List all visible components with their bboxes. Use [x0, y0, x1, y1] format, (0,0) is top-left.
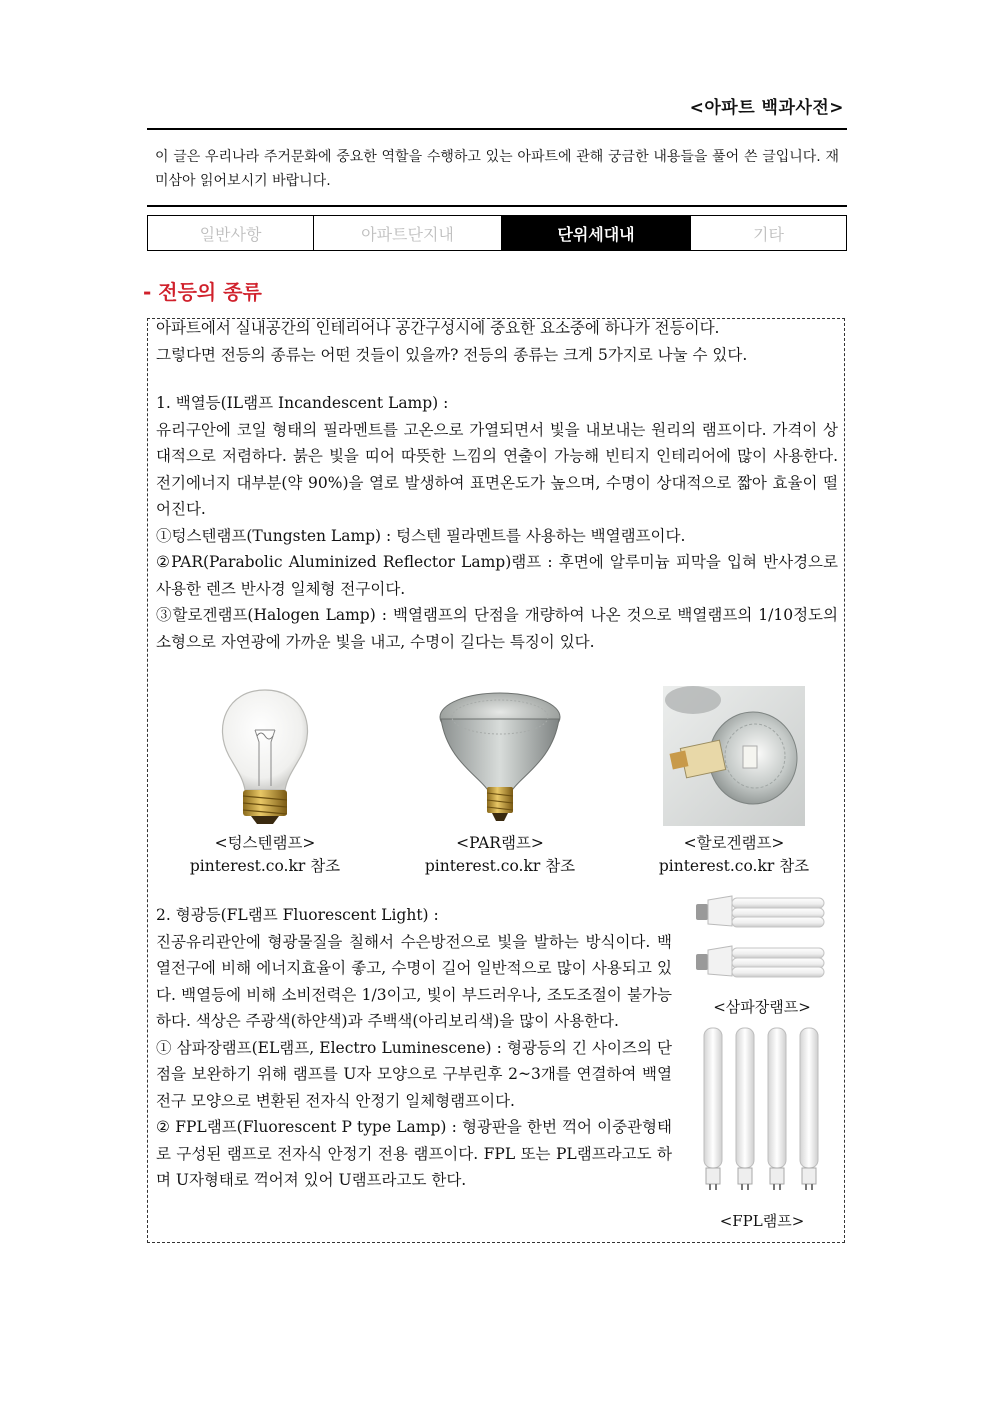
incandescent-title: 1. 백열등(IL램프 Incandescent Lamp) : [156, 394, 449, 412]
tab-general[interactable]: 일반사항 [148, 216, 314, 250]
tungsten-caption [165, 832, 365, 878]
halogen-lamp-image [663, 686, 805, 826]
halogen-item: ③할로겐램프(Halogen Lamp) : 백열램프의 단점을 개량하여 나온 것으로 백열램프의 1/10정도의 소형으로 자연광에 가까운 빛을 내고, 수명이 길다는 특징이 있다. [156, 606, 838, 651]
category-tabs [147, 215, 847, 251]
par-item: ②PAR(Parabolic Aluminized Reflector Lamp)램프 : 후면에 알루미늄 피막을 입혀 반사경으로 사용한 렌즈 반사경 일체형 전구이다. [156, 553, 838, 598]
fpl-lamp-item: ② FPL램프(Fluorescent P type Lamp) : 형광판을 한번 꺽어 이중관형태로 구성된 램프로 전자식 안정기 전용 램프이다. FPL 또는 PL램프라고도 하며 U자형태로 꺽어져 있어 U램프라고도 한다. [156, 1118, 672, 1189]
document-title: <아파트 백과사전> [689, 98, 844, 118]
photo-label: <텅스텐램프> [214, 834, 316, 852]
tungsten-item: ①텅스텐램프(Tungsten Lamp) : 텅스텐 필라멘트를 사용하는 백열램프이다. [156, 526, 686, 545]
tab-unit-interior[interactable]: 단위세대내 [502, 216, 691, 250]
incandescent-desc: 유리구안에 코일 형태의 필라멘트를 고온으로 가열되면서 빛을 내보내는 원리의 램프이다. 가격이 상대적으로 저렴하다. 붉은 빛을 띠어 따뜻한 느낌의 연출이 가능해 빈티지 인테리어에 많이 사용한다. 전기에너지 대부분(약 90%)을 열로 발생하여 표면온도가 높으며, 수명이 상대적으로 짧아 효율이 떨어진다. [156, 420, 838, 518]
cfl-caption: <삼파장램프> [713, 998, 811, 1016]
par-lamp-image [437, 689, 563, 825]
fpl-lamp-image [698, 1024, 828, 1194]
incandescent-section [156, 390, 838, 655]
par-caption [400, 832, 600, 878]
fluorescent-title: 2. 형광등(FL램프 Fluorescent Light) : [156, 906, 439, 924]
tab-etc[interactable]: 기타 [753, 224, 784, 244]
tungsten-lamp-image [205, 686, 325, 826]
intro-paragraph [156, 315, 838, 368]
top-rule [147, 128, 847, 130]
photo-source: pinterest.co.kr 참조 [189, 857, 341, 875]
photo-label: <할로겐램프> [683, 834, 785, 852]
tab-apartment-complex[interactable]: 아파트단지내 [314, 216, 502, 250]
photo-source: pinterest.co.kr 참조 [658, 857, 810, 875]
body-line: 그렇다면 전등의 종류는 어떤 것들이 있을까? 전등의 종류는 크게 5가지로 나눌 수 있다. [156, 345, 748, 364]
intro-text: 이 글은 우리나라 주거문화에 중요한 역할을 수행하고 있는 아파트에 관해 궁금한 내용들을 풀어 쓴 글입니다. 재미삼아 읽어보시기 바랍니다. [155, 149, 839, 189]
cfl-lamp-image [694, 890, 830, 982]
section-heading: - 전등의 종류 [143, 280, 262, 304]
fpl-caption: <FPL램프> [719, 1212, 805, 1230]
photo-source: pinterest.co.kr 참조 [424, 857, 576, 875]
halogen-caption [634, 832, 834, 878]
el-lamp-item: ① 삼파장램프(EL램프, Electro Luminescene) : 형광등의 긴 사이즈의 단점을 보완하기 위해 램프를 U자 모양으로 구부린후 2~3개를 연결하여 백열전구 모양으로 변환된 전자식 안정기 일체형램프이다. [156, 1038, 672, 1110]
photo-label: <PAR램프> [456, 834, 544, 852]
intro-rule [147, 205, 847, 207]
body-line: 아파트에서 실내공간의 인테리어나 공간구성시에 중요한 요소중에 하나가 전등이다. [156, 319, 720, 337]
fluorescent-section [156, 902, 672, 1194]
fluorescent-desc: 진공유리관안에 형광물질을 칠해서 수은방전으로 빛을 발하는 방식이다. 백열전구에 비해 에너지효율이 좋고, 수명이 길어 일반적으로 많이 사용되고 있다. 백열등에 비해 소비전력은 1/3이고, 빛이 부드러우나, 조도조절이 불가능하다. 색상은 주광색(하얀색)과 주백색(아리보리색)을 많이 사용한다. [156, 932, 672, 1030]
